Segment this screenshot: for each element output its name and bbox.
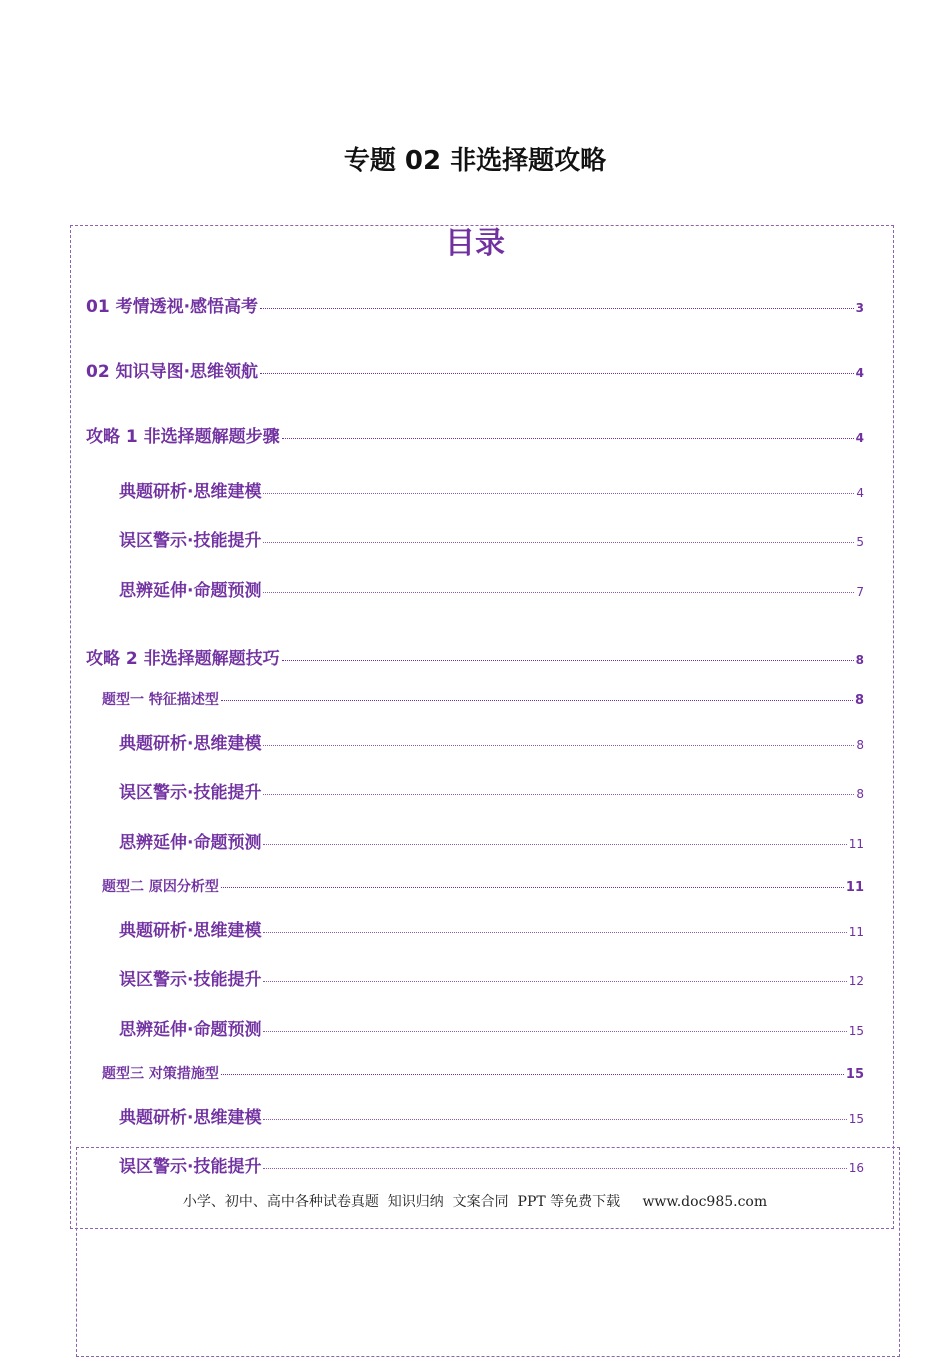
toc-page-number: 8 — [855, 653, 864, 667]
toc-leader — [221, 887, 844, 888]
toc-leader — [263, 1031, 846, 1032]
toc-page-number: 4 — [855, 366, 864, 380]
toc-entry-gonglue-2[interactable] — [86, 644, 864, 669]
toc-page-number: 11 — [848, 837, 864, 851]
toc-page-number: 12 — [848, 974, 864, 988]
toc-leader — [260, 308, 854, 309]
toc-entry-label: 误区警示·技能提升 — [119, 970, 262, 990]
toc-entry-sibian[interactable] — [119, 828, 864, 853]
toc-page-number: 15 — [848, 1112, 864, 1126]
toc-entry-label: 02 知识导图·思维领航 — [86, 362, 259, 382]
toc-leader — [263, 592, 854, 593]
toc-entry-label: 题型三 对策措施型 — [102, 1066, 219, 1082]
toc-entry-tixing-1[interactable] — [102, 689, 864, 709]
toc-leader — [260, 373, 854, 374]
toc-entry-label: 典题研析·思维建模 — [119, 482, 262, 502]
toc-entry-label: 思辨延伸·命题预测 — [119, 833, 262, 853]
toc-page-number: 8 — [856, 738, 864, 752]
toc-page-number: 11 — [848, 925, 864, 939]
toc-entry-label: 题型二 原因分析型 — [102, 879, 219, 895]
toc-entry-zhishi-daotu[interactable] — [86, 357, 864, 382]
toc-entry-label: 误区警示·技能提升 — [119, 783, 262, 803]
toc-leader — [263, 981, 846, 982]
toc-leader — [221, 1074, 844, 1075]
toc-page-number: 15 — [848, 1024, 864, 1038]
toc-leader — [282, 660, 854, 661]
toc-page-number: 8 — [856, 787, 864, 801]
toc-page-number: 4 — [855, 431, 864, 445]
toc-leader — [263, 493, 854, 494]
toc-page-number: 16 — [848, 1161, 864, 1175]
toc-leader — [282, 438, 854, 439]
toc-leader — [263, 932, 846, 933]
toc-entry-wuqu[interactable] — [119, 778, 864, 803]
toc-entry-label: 典题研析·思维建模 — [119, 1108, 262, 1128]
toc-page-number: 11 — [845, 880, 864, 895]
toc-entry-sibian[interactable] — [119, 1015, 864, 1040]
toc-page-number: 8 — [854, 693, 864, 708]
toc-leader — [263, 794, 854, 795]
toc-entry-tixing-2[interactable] — [102, 876, 864, 896]
toc-page-number: 15 — [845, 1067, 864, 1082]
toc-entry-label: 误区警示·技能提升 — [119, 531, 262, 551]
toc-entry-dianti[interactable] — [119, 1103, 864, 1128]
toc-entry-sibian[interactable] — [119, 576, 864, 601]
toc-entry-label: 典题研析·思维建模 — [119, 921, 262, 941]
toc-entry-kaoqing[interactable] — [86, 292, 864, 317]
toc-entry-dianti[interactable] — [119, 477, 864, 502]
toc-page-number: 4 — [856, 486, 864, 500]
toc-page-number: 5 — [856, 535, 864, 549]
toc-leader — [263, 745, 854, 746]
toc-leader — [263, 844, 846, 845]
toc-entry-label: 题型一 特征描述型 — [102, 692, 219, 708]
toc-entry-label: 典题研析·思维建模 — [119, 734, 262, 754]
toc-leader — [221, 700, 853, 701]
toc-entry-label: 01 考情透视·感悟高考 — [86, 297, 259, 317]
toc-entry-wuqu[interactable] — [119, 965, 864, 990]
toc-entry-label: 误区警示·技能提升 — [119, 1157, 262, 1177]
toc-entry-label: 思辨延伸·命题预测 — [119, 581, 262, 601]
toc-entry-dianti[interactable] — [119, 729, 864, 754]
toc-entry-label: 攻略 1 非选择题解题步骤 — [86, 427, 280, 447]
toc-leader — [263, 1119, 846, 1120]
toc-entry-gonglue-1[interactable] — [86, 422, 864, 447]
toc-entry-dianti[interactable] — [119, 916, 864, 941]
document-title: 专题 02 非选择题攻略 — [343, 146, 607, 176]
footer-text: 小学、初中、高中各种试卷真题 知识归纳 文案合同 PPT 等免费下载 www.doc985.com — [182, 1194, 768, 1210]
toc-entry-label: 攻略 2 非选择题解题技巧 — [86, 649, 280, 669]
toc-entry-tixing-3[interactable] — [102, 1063, 864, 1083]
toc-heading: 目录 — [445, 226, 505, 261]
toc-entry-wuqu[interactable] — [119, 526, 864, 551]
toc-leader — [263, 542, 854, 543]
toc-page-number: 3 — [855, 301, 864, 315]
toc-entry-label: 思辨延伸·命题预测 — [119, 1020, 262, 1040]
toc-page-number: 7 — [856, 585, 864, 599]
footer-frame — [76, 1147, 900, 1357]
